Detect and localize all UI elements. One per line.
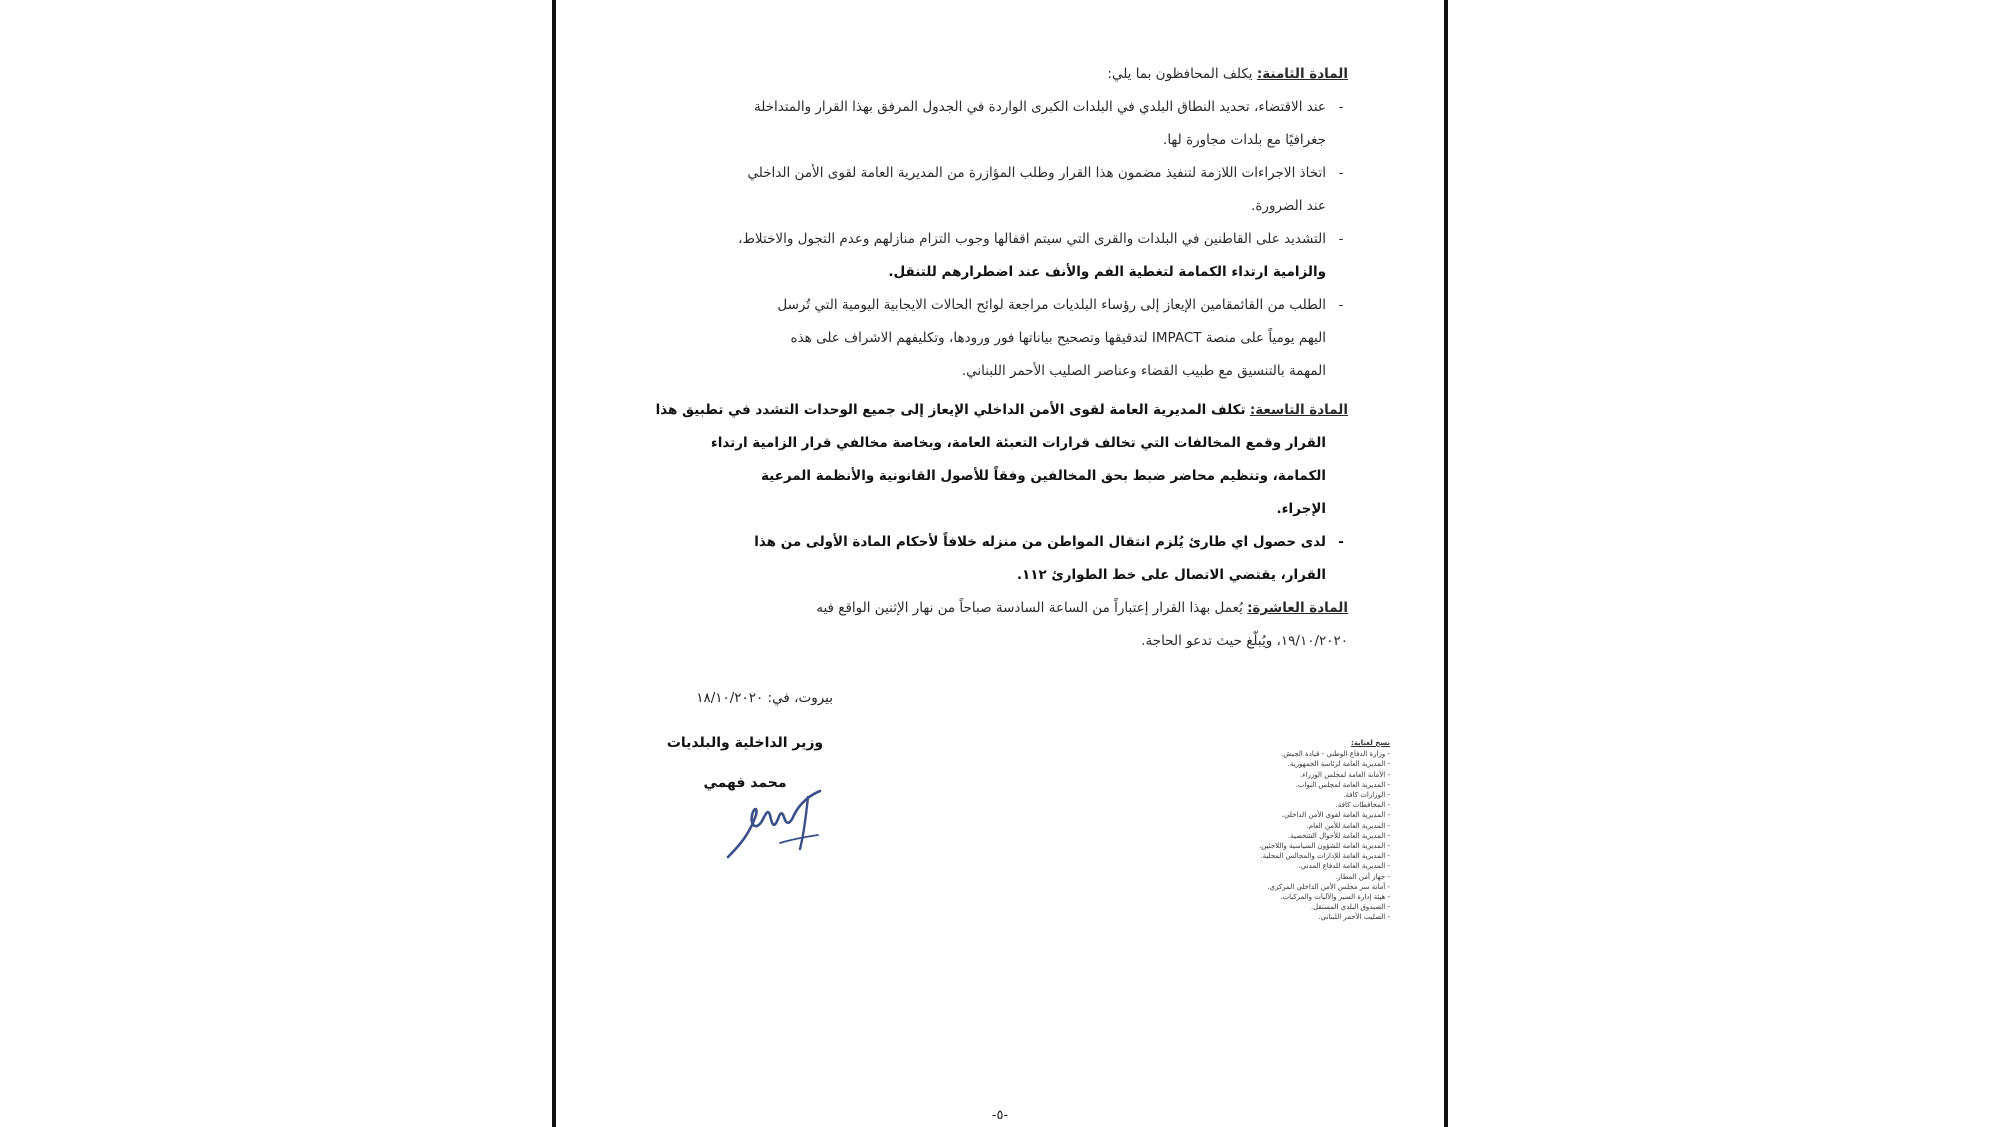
text-line: الطلب من القائمقامين الإيعاز إلى رؤساء البلديات مراجعة لوائح الحالات الايجابية اليومية التي تُرسل bbox=[777, 297, 1326, 313]
article-8-intro: يكلف المحافظون بما يلي: bbox=[1107, 66, 1253, 82]
list-item: - الصليب الأحمر اللبناني. bbox=[1200, 912, 1390, 922]
page-left-border bbox=[552, 0, 556, 1127]
list-item: - هيئة إدارة السير والآليات والمركبات. bbox=[1200, 892, 1390, 902]
bullet-dash: - bbox=[1338, 231, 1344, 247]
list-item: - الصندوق البلدي المستقل. bbox=[1200, 902, 1390, 912]
list-item: - أمانة سر مجلس الأمن الداخلي المركزي. bbox=[1200, 882, 1390, 892]
distribution-list bbox=[1200, 738, 1390, 923]
list-item: - المديرية العامة لمجلس النواب. bbox=[1200, 780, 1390, 790]
list-item: - الوزارات كافة. bbox=[1200, 790, 1390, 800]
place-and-date: بيروت، في: ١٨/١٠/٢٠٢٠ bbox=[696, 690, 833, 706]
page-number: -٥- bbox=[991, 1108, 1009, 1123]
text-line: القرار وقمع المخالفات التي تخالف قرارات التعبئة العامة، وبخاصة مخالفي قرار الزامية ارتداء bbox=[710, 435, 1326, 451]
bullet-dash: - bbox=[1338, 165, 1344, 181]
list-item: - المحافظات كافة. bbox=[1200, 800, 1390, 810]
article-8-item-4 bbox=[648, 289, 1348, 388]
text-line: لدى حصول اي طارئ يُلزم انتقال المواطن من منزله خلافاً لأحكام المادة الأولى من هذا bbox=[754, 534, 1326, 550]
article-9-item bbox=[648, 526, 1348, 592]
text-line: الكمامة، وتنظيم محاضر ضبط بحق المخالفين وفقاً للأصول القانونية والأنظمة المرعية bbox=[760, 468, 1326, 484]
list-item: - الأمانة العامة لمجلس الوزراء. bbox=[1200, 770, 1390, 780]
handwritten-signature bbox=[720, 785, 840, 865]
article-8-item-3 bbox=[648, 223, 1348, 289]
article-9-first-line bbox=[648, 394, 1348, 427]
bullet-dash: - bbox=[1338, 534, 1344, 550]
list-item: - المديرية العامة لرئاسة الجمهورية. bbox=[1200, 759, 1390, 769]
text-line: التشديد على القاطنين في البلدات والقرى التي سيتم اقفالها وجوب التزام منازلهم وعدم التجول والاختلاط، bbox=[738, 231, 1326, 247]
text-line: عند الاقتضاء، تحديد النطاق البلدي في البلدات الكبرى الواردة في الجدول المرفق بهذا القرار والمتداخلة bbox=[753, 99, 1326, 115]
list-item: - جهاز أمن المطار. bbox=[1200, 872, 1390, 882]
list-item: - المديرية العامة لقوى الأمن الداخلي. bbox=[1200, 810, 1390, 820]
minister-title: وزير الداخلية والبلديات bbox=[666, 735, 824, 751]
text-line: اتخاذ الاجراءات اللازمة لتنفيذ مضمون هذا القرار وطلب المؤازرة من المديرية العامة لقوى الأمن الداخلي bbox=[747, 165, 1326, 181]
list-item: - وزارة الدفاع الوطني - قيادة الجيش. bbox=[1200, 749, 1390, 759]
article-8-item-2 bbox=[648, 157, 1348, 223]
text-line: جغرافيًا مع بلدات مجاورة لها. bbox=[1163, 132, 1326, 148]
list-item: - المديرية العامة للأمن العام. bbox=[1200, 821, 1390, 831]
text-line: تكلف المديرية العامة لقوى الأمن الداخلي الإيعاز إلى جميع الوحدات التشدد في تطبيق هذا bbox=[655, 402, 1246, 418]
text-line: يُعمل بهذا القرار إعتباراً من الساعة السادسة صباحاً من نهار الإثنين الواقع فيه bbox=[816, 600, 1243, 616]
article-8-item-1 bbox=[648, 91, 1348, 157]
text-line: المهمة بالتنسيق مع طبيب القضاء وعناصر الصليب الأحمر اللبناني. bbox=[961, 363, 1326, 379]
article-10-first-line bbox=[648, 592, 1348, 625]
list-item: - المديرية العامة للشؤون السياسية واللاجئين. bbox=[1200, 841, 1390, 851]
text-line: ١٩/١٠/٢٠٢٠، ويُبلّغ حيث تدعو الحاجة. bbox=[1141, 633, 1348, 649]
distribution-list-heading: نسخ لعناية: bbox=[1351, 739, 1390, 747]
article-8-title: المادة الثامنة: bbox=[1256, 66, 1348, 82]
text-line: القرار، يقتضي الاتصال على خط الطوارئ ١١٢. bbox=[1016, 567, 1326, 583]
text-line: الإجراء. bbox=[1276, 501, 1326, 517]
list-item: - المديرية العامة للأحوال الشخصية. bbox=[1200, 831, 1390, 841]
article-9-title: المادة التاسعة: bbox=[1249, 402, 1348, 418]
list-item: - المديرية العامة للإدارات والمجالس المحلية. bbox=[1200, 851, 1390, 861]
bullet-dash: - bbox=[1338, 297, 1344, 313]
list-item: - المديرية العامة للدفاع المدني. bbox=[1200, 861, 1390, 871]
article-10-title: المادة العاشرة: bbox=[1247, 600, 1348, 616]
document-body bbox=[648, 58, 1348, 658]
article-8-heading bbox=[648, 58, 1348, 91]
minister-name: محمد فهمي bbox=[703, 775, 787, 791]
page-right-border bbox=[1444, 0, 1448, 1127]
text-line: اليهم يومياً على منصة IMPACT لتدقيقها وتصحيح بياناتها فور ورودها، وتكليفهم الاشراف على هذه bbox=[790, 330, 1326, 346]
text-line: عند الضرورة. bbox=[1251, 198, 1326, 214]
text-line: والزامية ارتداء الكمامة لتغطية الفم والأنف عند اضطرارهم للتنقل. bbox=[888, 264, 1326, 280]
bullet-dash: - bbox=[1338, 99, 1344, 115]
